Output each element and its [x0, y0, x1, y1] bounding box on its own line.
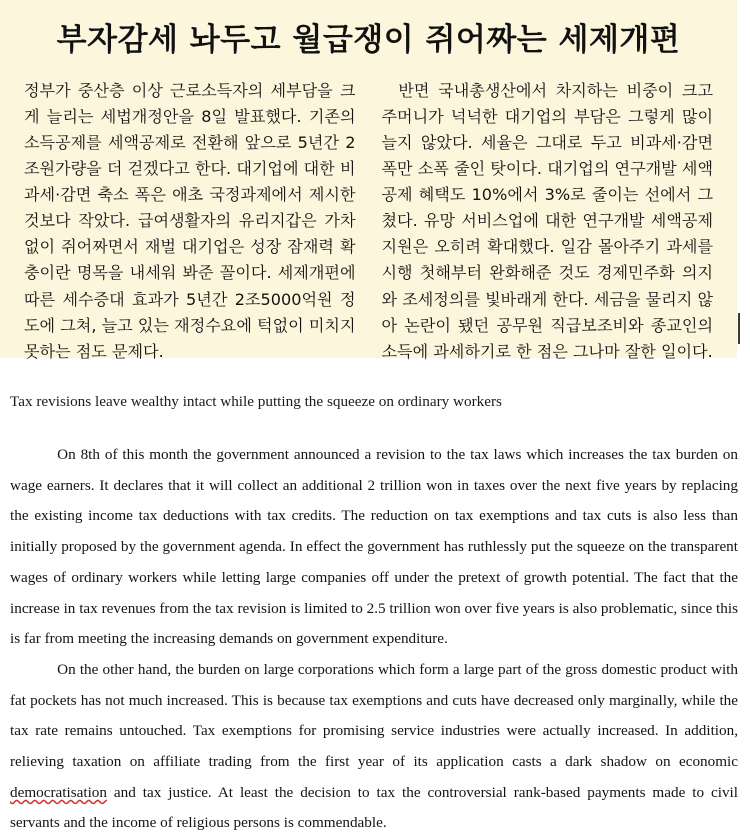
document-body: [0, 358, 750, 839]
english-subtitle: Tax revisions leave wealthy intact while putting the squeeze on ordinary workers: [10, 393, 502, 410]
text-cursor-caret: [738, 313, 740, 344]
paragraph-2-text-after-error: and tax justice. At least the decision to tax the controversial rank-based payments made to civil servants and the income of religious persons is commendable.: [10, 783, 738, 832]
english-paragraph-1: On 8th of this month the government announced a revision to the tax laws which increases the tax burden on wage earners. It declares that it will collect an additional 2 trillion won in taxes over the next five years by replacing the existing income tax deductions with tax credits. The reduction on tax exemptions and tax cuts is also less than initially proposed by the government agenda. In effect the government has ruthlessly put the squeeze on the transparent wages of ordinary workers while letting large companies off under the pretext of growth potential. The fact that the increase in tax revenues from the tax revision is limited to 2.5 trillion won over five years is also problematic, since this is far from meeting the increasing demands on government expenditure.: [10, 446, 738, 648]
korean-article-columns: [0, 78, 737, 361]
paragraph-2-text-before-error: On the other hand, the burden on large corporations which form a large part of the gross domestic product with fat pockets has not much increased. This is because tax exemptions and cuts have decreased only marginally, while the tax rate remains untouched. Tax exemptions for promising service industries were actually increased. In addition, relieving taxation on affiliate trading from the first year of its application casts a dark shadow on economic: [10, 660, 738, 771]
korean-column-left: 정부가 중산층 이상 근로소득자의 세부담을 크게 늘리는 세법개정안을 8일 발표했다. 기존의 소득공제를 세액공제로 전환해 앞으로 5년간 2조원가량을 더 걷겠다고 한다. 대기업에 대한 비과세·감면 축소 폭은 애초 국정과제에서 제시한 것보다 작았다. 급여생활자의 유리지갑은 가차없이 쥐어짜면서 재벌 대기업은 성장 잠재력 확충이란 명목을 내세워 봐준 꼴이다. 세제개편에 따른 세수증대 효과가 5년간 2조5000억원 정도에 그쳐, 늘고 있는 재정수요에 턱없이 미치지 못하는 점도 문제다.: [24, 81, 356, 361]
english-paragraph-2: [10, 655, 738, 839]
korean-column-right: 반면 국내총생산에서 차지하는 비중이 크고 주머니가 넉넉한 대기업의 부담은 그렇게 많이 늘지 않았다. 세율은 그대로 두고 비과세·감면 폭만 소폭 줄인 탓이다. 대기업의 연구개발 세액공제 혜택도 10%에서 3%로 줄이는 선에서 그쳤다. 유망 서비스업에 대한 연구개발 세액공제 지원은 오히려 확대했다. 일감 몰아주기 과세를 시행 첫해부터 완화해준 것도 경제민주화 의지와 조세정의를 빛바래게 한다. 세금을 물리지 않아 논란이 됐던 공무원 직급보조비와 종교인의 소득에 과세하기로 한 점은 그나마 잘한 일이다.: [381, 81, 713, 361]
korean-headline: 부자감세 놔두고 월급쟁이 쥐어짜는 세제개편: [56, 22, 681, 58]
spellcheck-error-word[interactable]: democratisation: [10, 783, 107, 801]
newspaper-clipping-image: [0, 0, 737, 361]
